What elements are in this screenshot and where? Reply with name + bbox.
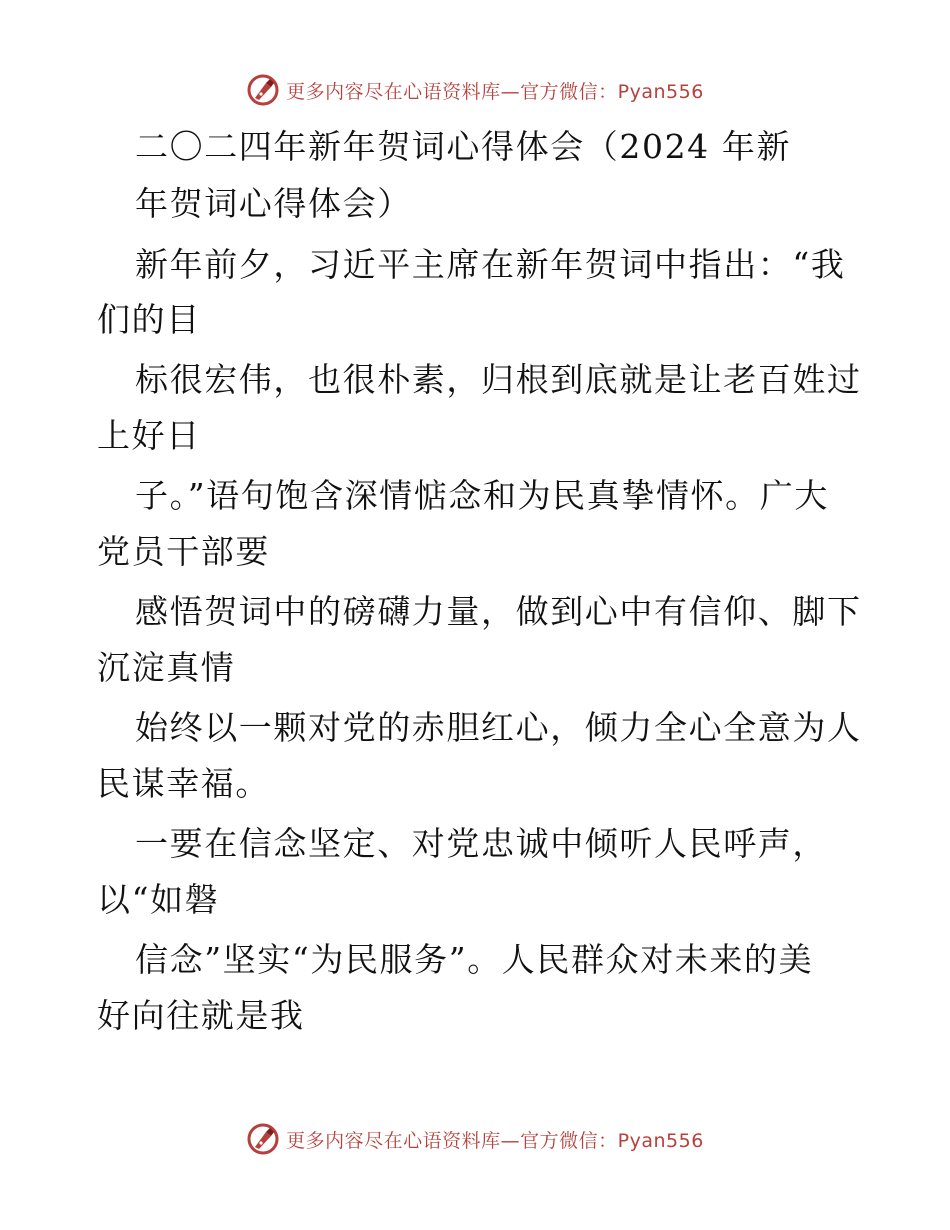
paragraph-line: 一要在信念坚定、对党忠诚中倾听人民呼声， xyxy=(135,824,827,863)
footer-banner-text: 更多内容尽在心语资料库—官方微信：Pyan556 xyxy=(286,1129,704,1152)
paragraph-line: 子。”语句饱含深情惦念和为民真挚情怀。广大 xyxy=(135,476,829,515)
paragraph-line: 以“如磐 xyxy=(97,880,220,919)
paragraph-line: 上好日 xyxy=(97,416,201,455)
paragraph-line: 沉淀真情 xyxy=(97,648,236,687)
paragraph-line: 新年前夕，习近平主席在新年贺词中指出：“我 xyxy=(135,245,846,284)
paragraph-line: 标很宏伟，也很朴素，归根到底就是让老百姓过 xyxy=(135,360,862,399)
paragraph-line: 们的目 xyxy=(97,300,201,339)
title-line-1: 二〇二四年新年贺词心得体会（2024 年新 xyxy=(135,127,792,166)
paragraph-line: 好向往就是我 xyxy=(97,996,305,1035)
header-banner xyxy=(0,70,950,110)
pen-nib-logo-icon xyxy=(246,1122,280,1156)
footer-banner xyxy=(0,1119,950,1159)
paragraph-line: 党员干部要 xyxy=(97,532,270,571)
title-line-2: 年贺词心得体会） xyxy=(135,184,412,223)
paragraph-line: 始终以一颗对党的赤胆红心，倾力全心全意为人 xyxy=(135,708,862,747)
header-banner-text: 更多内容尽在心语资料库—官方微信：Pyan556 xyxy=(286,80,704,103)
paragraph-line: 感悟贺词中的磅礴力量，做到心中有信仰、脚下 xyxy=(135,592,862,631)
paragraph-line: 民谋幸福。 xyxy=(97,764,270,803)
pen-nib-logo-icon xyxy=(246,73,280,107)
paragraph-line: 信念”坚实“为民服务”。人民群众对未来的美 xyxy=(135,940,814,979)
